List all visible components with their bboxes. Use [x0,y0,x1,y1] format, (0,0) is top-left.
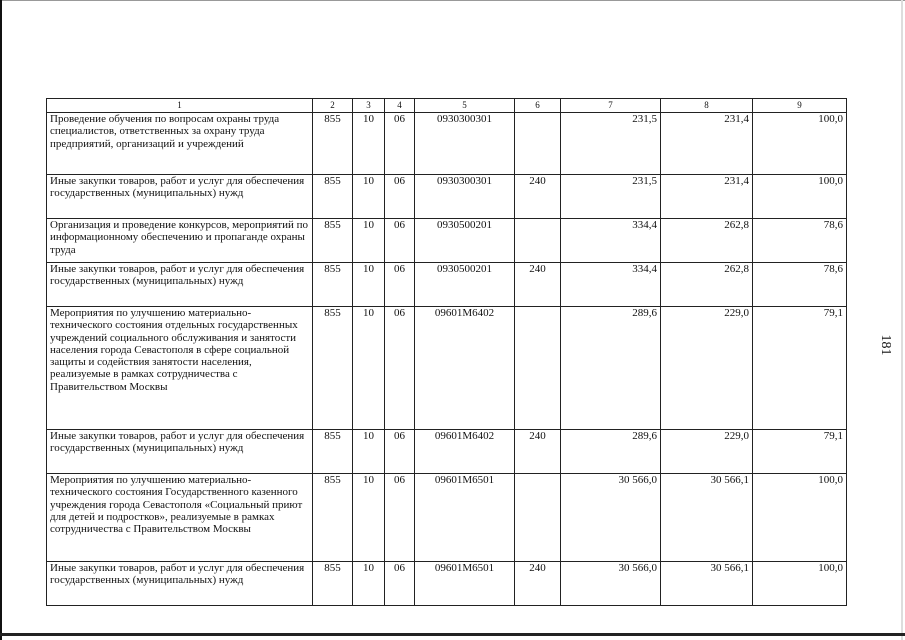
column-header: 4 [385,99,415,113]
ministry-code: 855 [313,113,353,175]
table-row [47,219,847,263]
planned-amount: 30 566,0 [561,474,661,562]
scan-top-edge [0,0,905,1]
ministry-code: 855 [313,175,353,219]
planned-amount: 30 566,0 [561,562,661,606]
executed-amount: 30 566,1 [661,562,753,606]
expense-type-code [515,474,561,562]
executed-amount: 30 566,1 [661,474,753,562]
subsection-code: 06 [385,263,415,307]
planned-amount: 289,6 [561,430,661,474]
target-article-code: 09601М6501 [415,562,515,606]
execution-percent: 100,0 [753,562,847,606]
ministry-code: 855 [313,430,353,474]
section-code: 10 [353,474,385,562]
column-header: 6 [515,99,561,113]
subsection-code: 06 [385,307,415,430]
expense-type-code [515,219,561,263]
planned-amount: 334,4 [561,219,661,263]
target-article-code: 0930300301 [415,113,515,175]
ministry-code: 855 [313,219,353,263]
column-header: 5 [415,99,515,113]
column-header: 9 [753,99,847,113]
subsection-code: 06 [385,562,415,606]
ministry-code: 855 [313,474,353,562]
table-row [47,307,847,430]
execution-percent: 78,6 [753,263,847,307]
row-description: Мероприятия по улучшению материально-технического состояния Государственного казенного учреждения города Севастополя «Социальный приют для детей и подростков», реализуемые в рамках сотрудничества с Правительством Москвы [47,474,313,562]
execution-percent: 100,0 [753,474,847,562]
column-header: 1 [47,99,313,113]
target-article-code: 0930500201 [415,263,515,307]
subsection-code: 06 [385,219,415,263]
expense-type-code: 240 [515,430,561,474]
section-code: 10 [353,263,385,307]
expense-type-code: 240 [515,175,561,219]
executed-amount: 231,4 [661,113,753,175]
expense-type-code [515,307,561,430]
execution-percent: 79,1 [753,307,847,430]
expense-type-code [515,113,561,175]
row-description: Проведение обучения по вопросам охраны труда специалистов, ответственных за охрану труда предприятий, организаций и учреждений [47,113,313,175]
subsection-code: 06 [385,474,415,562]
subsection-code: 06 [385,175,415,219]
execution-percent: 78,6 [753,219,847,263]
target-article-code: 09601М6402 [415,430,515,474]
planned-amount: 289,6 [561,307,661,430]
row-description: Иные закупки товаров, работ и услуг для обеспечения государственных (муниципальных) нужд [47,430,313,474]
section-code: 10 [353,562,385,606]
table-row [47,175,847,219]
scan-right-edge [901,0,903,640]
target-article-code: 0930300301 [415,175,515,219]
ministry-code: 855 [313,263,353,307]
planned-amount: 231,5 [561,175,661,219]
expense-type-code: 240 [515,562,561,606]
column-header: 3 [353,99,385,113]
ministry-code: 855 [313,562,353,606]
column-header: 2 [313,99,353,113]
column-header: 7 [561,99,661,113]
page-number: 181 [878,334,893,356]
executed-amount: 229,0 [661,430,753,474]
section-code: 10 [353,430,385,474]
executed-amount: 231,4 [661,175,753,219]
target-article-code: 09601М6402 [415,307,515,430]
row-description: Иные закупки товаров, работ и услуг для обеспечения государственных (муниципальных) нужд [47,175,313,219]
table-row [47,562,847,606]
executed-amount: 262,8 [661,219,753,263]
table-row [47,430,847,474]
planned-amount: 334,4 [561,263,661,307]
table-row [47,263,847,307]
scan-bottom-edge [0,633,905,636]
row-description: Организация и проведение конкурсов, мероприятий по информационному обеспечению и пропаганде охраны труда [47,219,313,263]
section-code: 10 [353,307,385,430]
row-description: Мероприятия по улучшению материально-технического состояния отдельных государственных учреждений социального обслуживания и занятости населения города Севастополя в сфере социальной защиты и содействия занятости населения, реализуемые в рамках сотрудничества с Правительством Москвы [47,307,313,430]
subsection-code: 06 [385,113,415,175]
table-row [47,474,847,562]
ministry-code: 855 [313,307,353,430]
target-article-code: 09601М6501 [415,474,515,562]
table-row [47,113,847,175]
row-description: Иные закупки товаров, работ и услуг для обеспечения государственных (муниципальных) нужд [47,263,313,307]
row-description: Иные закупки товаров, работ и услуг для обеспечения государственных (муниципальных) нужд [47,562,313,606]
section-code: 10 [353,175,385,219]
expense-type-code: 240 [515,263,561,307]
column-header: 8 [661,99,753,113]
planned-amount: 231,5 [561,113,661,175]
execution-percent: 79,1 [753,430,847,474]
execution-percent: 100,0 [753,113,847,175]
executed-amount: 229,0 [661,307,753,430]
section-code: 10 [353,113,385,175]
table-header [47,99,847,113]
subsection-code: 06 [385,430,415,474]
target-article-code: 0930500201 [415,219,515,263]
section-code: 10 [353,219,385,263]
execution-percent: 100,0 [753,175,847,219]
executed-amount: 262,8 [661,263,753,307]
budget-table [46,98,847,606]
scan-left-edge [0,0,2,640]
